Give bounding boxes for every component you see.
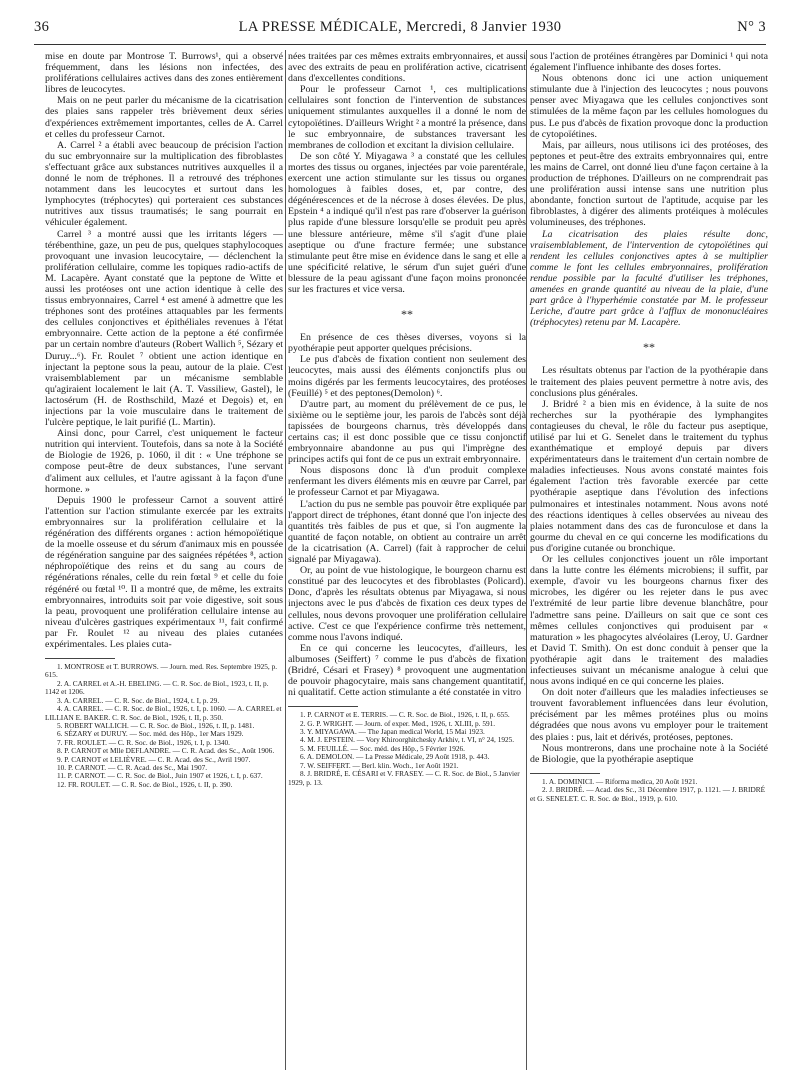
footnote: 9. P. CARNOT et LELIÈVRE. — C. R. Acad. des Sc., Avril 1907. bbox=[57, 754, 251, 764]
footnote: 12. FR. ROULET. — C. R. Soc. de Biol., 1926, t. II, p. 390. bbox=[57, 779, 233, 789]
paragraph: Nous montrerons, dans une prochaine note à la Société de Biologie, que la pyothérapie aseptique bbox=[530, 742, 768, 765]
paragraph: En présence de ces thèses diverses, voyons si la pyothérapie peut apporter quelques précisions. bbox=[288, 332, 526, 355]
page-number: 36 bbox=[34, 19, 50, 35]
column-right bbox=[530, 51, 768, 803]
footnote: 6. SÉZARY et DURUY. — Soc. méd. des Hôp., 1er Mars 1929. bbox=[57, 729, 244, 739]
paragraph: Or, au point de vue histologique, le bourgeon charnu est constitué par des leucocytes et des fibroblastes (Policard). Donc, d'après les résultats obtenus par Miyagawa, si nous injectons avec le pus d'abcès de fixation ces deux types de cellules, nous devons provoquer une prolifération cellulaire active. C'est ce que l'expérience confirme très nettement, comme nous l'avons indiqué. bbox=[288, 565, 526, 643]
footnote: 7. FR. ROULET. — C. R. Soc. de Biol., 1926, t. I, p. 1340. bbox=[57, 737, 230, 747]
column-middle bbox=[288, 51, 526, 787]
paragraph: On doit noter d'ailleurs que les maladies infectieuses se trouvent favorablement influencées dans leur évolution, précisément par les mêmes protéines plus ou moins dégradées que nous avons vu employer pour le traitement des plaies : pus, lait et dérivés, protéoses, peptones. bbox=[530, 687, 768, 743]
footnote: 1. P. CARNOT et E. TERRIS. — C. R. Soc. de Biol., 1926, t. II, p. 655. bbox=[300, 710, 510, 720]
header-rule bbox=[34, 44, 766, 45]
paragraph: Nous obtenons donc ici une action uniquement stimulante due à l'injection des leucocytes ; nous pouvons penser avec Miyagawa que les cellules conjonctives sont stimulées de la même façon par les cellules homologues du pus. Le pus d'abcès de fixation provoque donc la production de cytopoïétines. bbox=[530, 73, 768, 140]
paragraph: Depuis 1900 le professeur Carnot a souvent attiré l'attention sur l'action stimulante exercée par les extraits embryonnaires sur la prolifération cellulaire et la régénération des différents organes : action hémopoïétique de la moelle osseuse et du sérum d'animaux mis en poussée de régénération sanguine par des saignées répétées ⁸, action néphropoïétique des reins et du sang au cours de régénérations rénales, celle du rein fœtal ⁹ et celle du foie régénéré ou fœtal ¹⁰. Il a montré que, de même, les extraits embryonnaires, introduits soit par voie digestive, soit sous la peau, provoquent une prolifération cellulaire intense au niveau d'ulcères gastriques expérimentaux ¹¹, fait confirmé par Fr. Roulet ¹² au niveau des plaies cutanées expérimentales. Les plaies cuta- bbox=[45, 494, 283, 650]
col1-footnotes bbox=[45, 663, 283, 789]
footnote-rule bbox=[530, 773, 600, 774]
footnote: 5. M. FEUILLÉ. — Soc. méd. des Hôp., 5 Février 1926. bbox=[300, 743, 465, 753]
paragraph: sous l'action de protéines étrangères par Dominici ¹ qui nota également l'influence inhibante des doses fortes. bbox=[530, 51, 768, 74]
footnote: 1. A. DOMINICI. — Riforma medica, 20 Août 1921. bbox=[542, 776, 698, 786]
col2-footnotes bbox=[288, 711, 526, 787]
paragraph: Mais, par ailleurs, nous utilisons ici des protéoses, des peptones et peut-être des extraits embryonnaires qui, entre les mains de Carrel, ont donné lieu d'une façon certaine à la production de tréphones. D'ailleurs on ne comprendrait pas une prolifération aussi intense sans une nutrition plus abondante, fonction surtout de l'aptitude, acquise par les fibroblastes, à digérer des aliments protéiques à molécules volumineuses, des tréphones. bbox=[530, 139, 768, 229]
footnote: 1. MONTROSE et T. BURROWS. — Journ. med. Res. Septembre 1925, p. 615. bbox=[45, 662, 278, 680]
page-header bbox=[34, 19, 766, 39]
paragraph: Nous disposons donc là d'un produit complexe renfermant les divers éléments mis en œuvre par Carrel, par le professeur Carnot et par Miyagawa. bbox=[288, 465, 526, 499]
paragraph: En ce qui concerne les leucocytes, d'ailleurs, les albumoses (Seiffert) ⁷ comme le pus d'abcès de fixation (Bridré, Césari et Frasey) ⁸ provoquent une augmentation de pouvoir phagocytaire, mais sans changement quantitatif, ni qualitatif. Cette action stimulante a été constatée in vitro bbox=[288, 642, 526, 699]
footnote: 4. M. J. EPSTEIN. — Vory Khiroorghitchesky Arkhiv, t. VI, n° 24, 1925. bbox=[300, 735, 515, 745]
paragraph: L'action du pus ne semble pas pouvoir être expliquée par l'apport direct de tréphones, étant donné que l'on injecte des quantités très faibles de pus et que, si l'on augmente la quantité de façon notable, on obtient au contraire un arrêt de la cicatrisation (A. Carrel) (fait à rapprocher de celui signalé par Miyagawa). bbox=[288, 498, 526, 566]
section-stars: ** bbox=[643, 340, 655, 355]
col3-body-b bbox=[530, 365, 768, 764]
col3-body-a bbox=[530, 51, 768, 229]
footnote: 5. ROBERT WALLICH. — C. R. Soc. de Biol., 1926, t. II, p. 1481. bbox=[57, 720, 255, 730]
paragraph: Ainsi donc, pour Carrel, c'est uniquement le facteur nutrition qui intervient. Toutefois, dans sa note à la Société de Biologie de 1926, p. 1060, il dit : « Une tréphone se compose peut-être de deux substances, l'une servant d'aliment aux cellules, et l'autre agissant à la façon d'une hormone. » bbox=[45, 428, 283, 495]
paragraph: A. Carrel ² a établi avec beaucoup de précision l'action du suc embryonnaire sur la multiplication des fibroblastes s'effectuant grâce aux substances nutritives auxquelles il a donné le nom de tréphones. Il a retrouvé des tréphones notamment dans les leucocytes et surtout dans les lymphocytes (tréphocytes) qui porteraient ces substances nutritives aux tissus traumatisés; le sang pourrait en véhiculer également. bbox=[45, 139, 283, 229]
footnote: 4. A. CARREL. — C. R. Soc. de Biol., 1926, t. I, p. 1060. — A. CARREL et LILLIAN E. BAKER. C. R. Soc. de Biol., 1926, t. II, p. 350. bbox=[45, 704, 282, 722]
footnote: 11. P. CARNOT. — C. R. Soc. de Biol., Juin 1907 et 1926, t. I, p. 637. bbox=[57, 771, 263, 781]
footnote: 10. P. CARNOT. — C. R. Acad. des Sc., Mai 1907. bbox=[57, 762, 208, 772]
paragraph: Mais on ne peut parler du mécanisme de la cicatrisation des plaies sans rappeler très brièvement deux séries d'expériences extrêmement importantes, celles de A. Carrel et celles du professeur Carnot. bbox=[45, 95, 283, 140]
paragraph: Les résultats obtenus par l'action de la pyothérapie dans le traitement des plaies peuvent permettre à notre avis, des conclusions plus générales. bbox=[530, 365, 768, 399]
paragraph: J. Bridré ² a bien mis en évidence, à la suite de nos recherches sur la pyothérapie des lymphangites contagieuses du cheval, le rôle du facteur pus aseptique, utilisé par lui et G. Senelet dans le traitement du typhus exanthématique et employé depuis par divers expérimentateurs dans le traitement d'un certain nombre de maladies infectieuses. Nous avons constaté maintes fois également l'action très favorable exercée par cette pyothérapie aseptique dans l'évolution des infections pulmonaires et intestinales notamment. Nous avons noté des réactions identiques à celles observées au niveau des plaies notamment dans des cas de furonculose et dans la gourme du cheval en ce qui concerne les modifications du pus d'origine cutanée ou bronchique. bbox=[530, 398, 768, 554]
footnote: 2. A. CARREL et A.-H. EBELING. — C. R. Soc. de Biol., 1923, t. II, p. 1142 et 1206. bbox=[45, 678, 269, 697]
paragraph: Carrel ³ a montré aussi que les irritants légers — térébenthine, gaze, un peu de pus, quelques staphylocoques provoquant une invasion leucocytaire, — déclenchent la prolifération cellulaire, comme les topiques radio-actifs de M. Lacapère. Ayant constaté que la peptone de Witte et aussi les protéoses ont une action identique à celle des tissus embryonnaires, Carrel ⁴ est amené à admettre que les tréphones sont des protéines attaquables par les ferments des cellules conjonctives et épithéliales revenues à l'état embryonnaire. Cette action de la peptone a été confirmée par un certain nombre d'auteurs (Robert Wallich ⁵, Sézary et Duruy...⁶). Fr. Roulet ⁷ obtient une action identique en injectant la peptone sous la peau, autour de la plaie. C'est vraisemblablement par un mécanisme semblable qu'agiraient localement le lait (A. T. Vassiliew, Gastel), le lactosérum (H. de Rosthschild, Mazé et Degois) et, en injections par la voie musculaire dans le traitement de l'ulcère peptique, le lait purifié (L. Martin). bbox=[45, 228, 283, 429]
section-stars: ** bbox=[401, 307, 413, 322]
col2-body-b bbox=[288, 332, 526, 698]
footnote: 7. W. SEIFFERT. — Berl. klin. Woch., 1er Août 1921. bbox=[300, 760, 459, 770]
column-separator bbox=[285, 50, 286, 1070]
paragraph: Or les cellules conjonctives jouent un rôle important dans la lutte contre les éléments microbiens; il suffit, par exemple, d'avoir vu les bourgeons charnus fixer des microbes, les digérer ou les rejeter dans le pus avec l'extrémité de leur partie libre devenue blanchâtre, pour l'admettre sans peine. D'ailleurs on sait que ce sont ces mêmes cellules conjonctives qui produisent par « maturation » les phagocytes alvéolaires (Leroy, U. Gardner et David T. Smith). On est donc conduit à penser que la pyothérapie agit dans le traitement des maladies infectieuses suivant un mécanisme analogue à celui que nous avons indiqué en ce qui concerne les plaies. bbox=[530, 554, 768, 688]
footnote: 6. A. DEMOLON. — La Presse Médicale, 29 Août 1918, p. 443. bbox=[300, 752, 490, 762]
paragraph: mise en doute par Montrose T. Burrows¹, qui a observé fréquemment, dans les lésions non infectées, des proliférations cellulaires actives dans des zones entièrement libres de leucocytes. bbox=[45, 51, 283, 96]
column-left bbox=[45, 51, 283, 789]
journal-title: LA PRESSE MÉDICALE, Mercredi, 8 Janvier 1930 bbox=[238, 19, 562, 35]
col2-body-a bbox=[288, 51, 526, 295]
footnote: 8. J. BRIDRÉ, E. CÉSARI et V. FRASEY. — C. R. Soc. de Biol., 5 Janvier 1929, p. 13. bbox=[288, 769, 520, 787]
footnote: 3. A. CARREL. — C. R. Soc. de Biol., 1924, t. I, p. 29. bbox=[57, 695, 220, 705]
footnote: 3. Y. MIYAGAWA. — The Japan medical World, 15 Mai 1923. bbox=[300, 727, 485, 737]
footnote: 8. P. CARNOT et Mlle DEFLANDRE. — C. R. Acad. des Sc., Août 1906. bbox=[57, 746, 275, 756]
italic-conclusion: La cicatrisation des plaies résulte donc, vraisemblablement, de l'intervention de cytopoïétines qui rendent les cellules conjonctives aptes à se multiplier comme le font les cellules embryonnaires, prolifération rendue possible par la faculté d'utiliser les tréphones, amenées en grande quantité au niveau de la plaie, d'une part grâce à l'hyperhémie constatée par M. le professeur Leriche, d'autre part grâce à l'afflux de mononucléaires (tréphocytes) retenu par M. Lacapère. bbox=[530, 228, 768, 329]
issue-number: N° 3 bbox=[737, 19, 766, 35]
col3-footnotes bbox=[530, 778, 768, 803]
paragraph: nées traitées par ces mêmes extraits embryonnaires, et aussi avec des extraits de peau en prolifération active, cicatrisent dans d'excellentes conditions. bbox=[288, 51, 526, 85]
footnote: 2. G. P. WRIGHT. — Journ. of exper. Med., 1926, t. XLIII, p. 591. bbox=[300, 718, 496, 728]
footnote-rule bbox=[45, 658, 115, 659]
paragraph: De son côté Y. Miyagawa ³ a constaté que les cellules mortes des tissus ou organes, injectées par voie parentérale, exercent une action stimulante sur les tissus ou organes homologues à faibles doses, et, par contre, des dégénérescences et de la nécrose à doses élevées. De plus, Epstein ⁴ a indiqué qu'il n'est pas rare d'observer la guérison plus rapide d'une blessure lorsqu'elle se produit peu après une blessure antérieure, même s'il s'agit d'une plaie aseptique ou d'une fracture fermée; une substance stimulante peut être mise en évidence dans le sang et elle a une spécificité relative, le sérum d'un sujet guéri d'une blessure de la peau agissant d'une façon moins prononcée sur les fractures et vice versa. bbox=[288, 150, 526, 295]
paragraph: Le pus d'abcès de fixation contient non seulement des leucocytes, mais aussi des éléments conjonctifs plus ou moins digérés par les ferments leucocytaires, des protéoses (Feuillé) ⁵ et des peptones(Demolon) ⁶. bbox=[288, 354, 526, 399]
paragraph: Pour le professeur Carnot ¹, ces multiplications cellulaires sont fonction de l'intervention de substances uniquement stimulantes auxquelles il a donné le nom de cytopoïétines. D'ailleurs Wright ² a montré la présence, dans le suc embryonnaire, de substances traversant les membranes de collodion et excitant la division cellulaire. bbox=[288, 84, 526, 151]
paragraph: D'autre part, au moment du prélèvement de ce pus, le sixième ou le septième jour, les parois de l'abcès sont déjà tapissées de bourgeons charnus, très développés dans certains cas; il est donc possible que ce tissu conjonctif embryonnaire abandonne au pus qui l'imprègne des principes actifs qui font de ce pus un extrait embryonnaire. bbox=[288, 398, 526, 466]
footnote-rule bbox=[288, 706, 358, 707]
column-separator bbox=[526, 50, 527, 1070]
col1-body bbox=[45, 51, 283, 650]
footnote: 2. J. BRIDRÉ. — Acad. des Sc., 31 Décembre 1917, p. 1121. — J. BRIDRÉ et G. SENELET. C. R. Soc. de Biol., 1919, p. 610. bbox=[530, 785, 766, 803]
